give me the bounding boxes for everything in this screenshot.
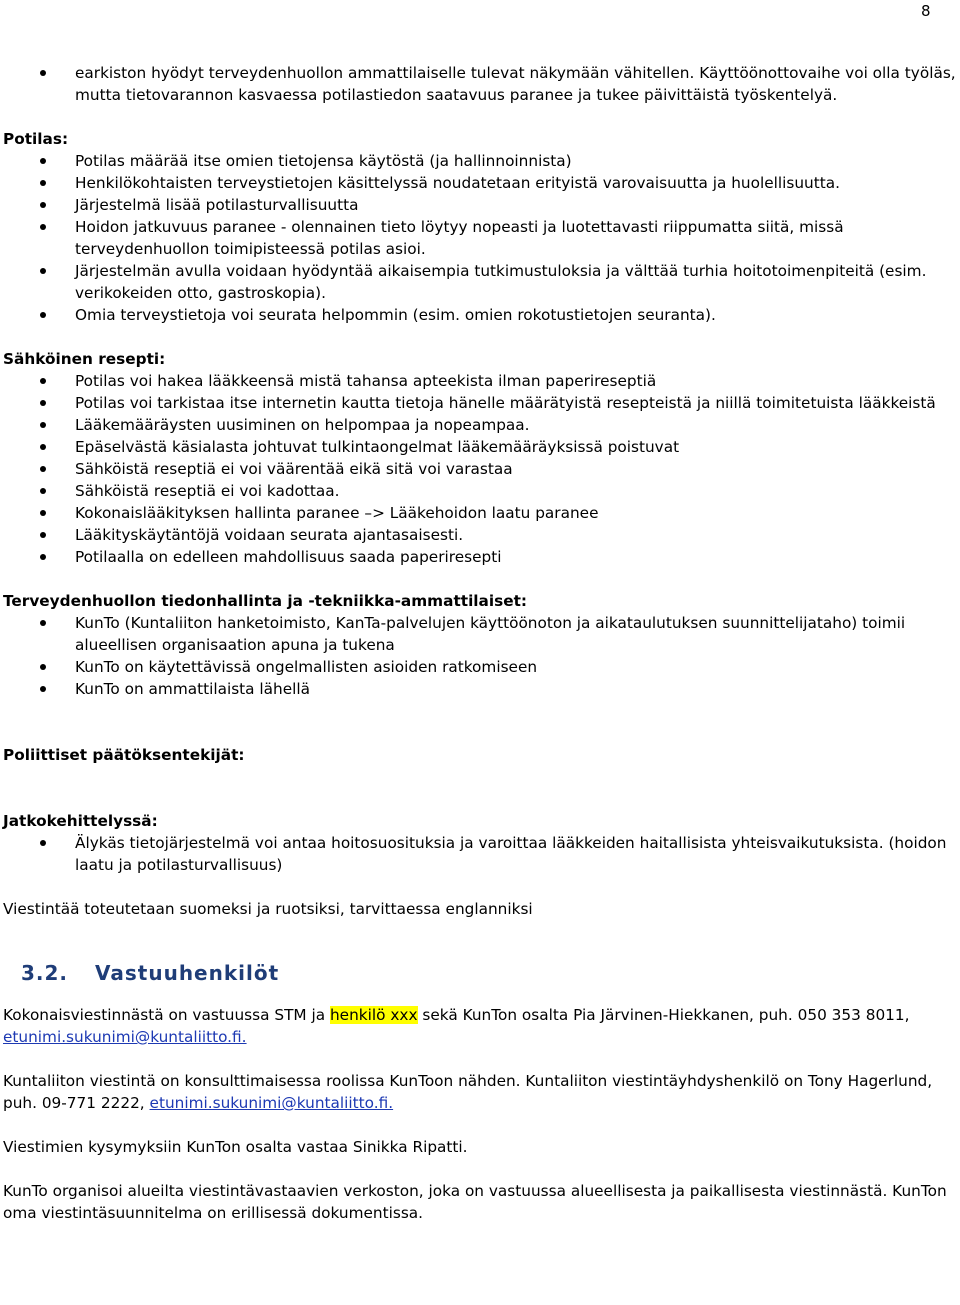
list-item: Järjestelmä lisää potilasturvallisuutta — [3, 194, 960, 216]
tiedonhallinta-heading: Terveydenhuollon tiedonhallinta ja -tekniikka-ammattilaiset: — [3, 592, 528, 610]
document-body — [3, 62, 960, 1224]
jatko-list — [3, 832, 960, 876]
list-item: Potilas määrää itse omien tietojensa käytöstä (ja hallinnoinnista) — [3, 150, 960, 172]
list-item: Järjestelmän avulla voidaan hyödyntää aikaisempia tutkimustuloksia ja välttää turhia hoitotoimenpiteitä (esim. verikokeiden otto, gastroskopia). — [3, 260, 960, 304]
section-heading — [3, 960, 960, 986]
kuntaliitto-paragraph — [3, 1070, 960, 1114]
list-item: KunTo on käytettävissä ongelmallisten asioiden ratkomiseen — [3, 656, 960, 678]
section-number: 3.2. — [21, 961, 69, 985]
list-item: Hoidon jatkuvuus paranee - olennainen tieto löytyy nopeasti ja luotettavasti riippumatta siitä, missä terveydenhuollon toimipisteessä potilas asioi. — [3, 216, 960, 260]
list-item: Omia terveystietoja voi seurata helpommin (esim. omien rokotustietojen seuranta). — [3, 304, 960, 326]
list-item: Potilaalla on edelleen mahdollisuus saada paperiresepti — [3, 546, 960, 568]
media-contact-paragraph: Viestimien kysymyksiin KunTon osalta vastaa Sinikka Ripatti. — [3, 1138, 468, 1156]
paragraph-text: Kokonaisviestinnästä on vastuussa STM ja — [3, 1006, 330, 1024]
list-item: KunTo on ammattilaista lähellä — [3, 678, 960, 700]
section-title: Vastuuhenkilöt — [95, 961, 280, 985]
list-item: earkiston hyödyt terveydenhuollon ammattilaiselle tulevat näkymään vähitellen. Käyttöönottovaihe voi olla työläs, mutta tietovarannon kasvaessa potilastiedon saatavuus paranee ja tukee päivittäistä työskentelyä. — [3, 62, 960, 106]
page-number: 8 — [921, 2, 931, 20]
intro-list — [3, 62, 960, 106]
responsibility-paragraph — [3, 1004, 960, 1048]
email-link[interactable]: etunimi.sukunimi@kuntaliitto.fi. — [149, 1094, 394, 1112]
resepti-heading: Sähköinen resepti: — [3, 350, 166, 368]
network-paragraph: KunTo organisoi alueilta viestintävastaavien verkoston, joka on vastuussa alueellisesta ja paikallisesta viestinnästä. KunTon oma viestintäsuunnitelma on erillisessä dokumentissa. — [3, 1182, 947, 1222]
potilas-heading: Potilas: — [3, 130, 69, 148]
paragraph-text: Kuntaliiton viestintä on konsulttimaisessa roolissa KunToon nähden. Kuntaliiton viestintäyhdyshenkilö on Tony Hagerlund, puh. 09-771 2222, — [3, 1072, 933, 1112]
potilas-list — [3, 150, 960, 326]
jatko-heading: Jatkokehittelyssä: — [3, 812, 158, 830]
list-item: Henkilökohtaisten terveystietojen käsittelyssä noudatetaan erityistä varovaisuutta ja huolellisuutta. — [3, 172, 960, 194]
list-item: Älykäs tietojärjestelmä voi antaa hoitosuosituksia ja varoittaa lääkkeiden haitallisista yhteisvaikutuksista. (hoidon laatu ja potilasturvallisuus) — [3, 832, 960, 876]
poliittiset-heading: Poliittiset päätöksentekijät: — [3, 746, 245, 764]
paragraph-text: sekä KunTon osalta Pia Järvinen-Hiekkanen, puh. 050 353 8011, — [417, 1006, 910, 1024]
list-item: Sähköistä reseptiä ei voi kadottaa. — [3, 480, 960, 502]
list-item: Sähköistä reseptiä ei voi väärentää eikä sitä voi varastaa — [3, 458, 960, 480]
language-note: Viestintää toteutetaan suomeksi ja ruotsiksi, tarvittaessa englanniksi — [3, 900, 533, 918]
email-link[interactable]: etunimi.sukunimi@kuntaliitto.fi. — [3, 1028, 247, 1046]
highlighted-text: henkilö xxx — [329, 1006, 418, 1024]
resepti-list — [3, 370, 960, 568]
list-item: Lääkityskäytäntöjä voidaan seurata ajantasaisesti. — [3, 524, 960, 546]
list-item: Kokonaislääkityksen hallinta paranee –> Lääkehoidon laatu paranee — [3, 502, 960, 524]
list-item: Lääkemääräysten uusiminen on helpompaa ja nopeampaa. — [3, 414, 960, 436]
list-item: Potilas voi tarkistaa itse internetin kautta tietoja hänelle määrätyistä resepteistä ja niillä toimitetuista lääkkeistä — [3, 392, 960, 414]
list-item: Epäselvästä käsialasta johtuvat tulkintaongelmat lääkemääräyksissä poistuvat — [3, 436, 960, 458]
list-item: KunTo (Kuntaliiton hanketoimisto, KanTa-palvelujen käyttöönoton ja aikataulutuksen suunnittelijataho) toimii alueellisen organisaation apuna ja tukena — [3, 612, 960, 656]
tiedonhallinta-list — [3, 612, 960, 700]
list-item: Potilas voi hakea lääkkeensä mistä tahansa apteekista ilman paperireseptiä — [3, 370, 960, 392]
